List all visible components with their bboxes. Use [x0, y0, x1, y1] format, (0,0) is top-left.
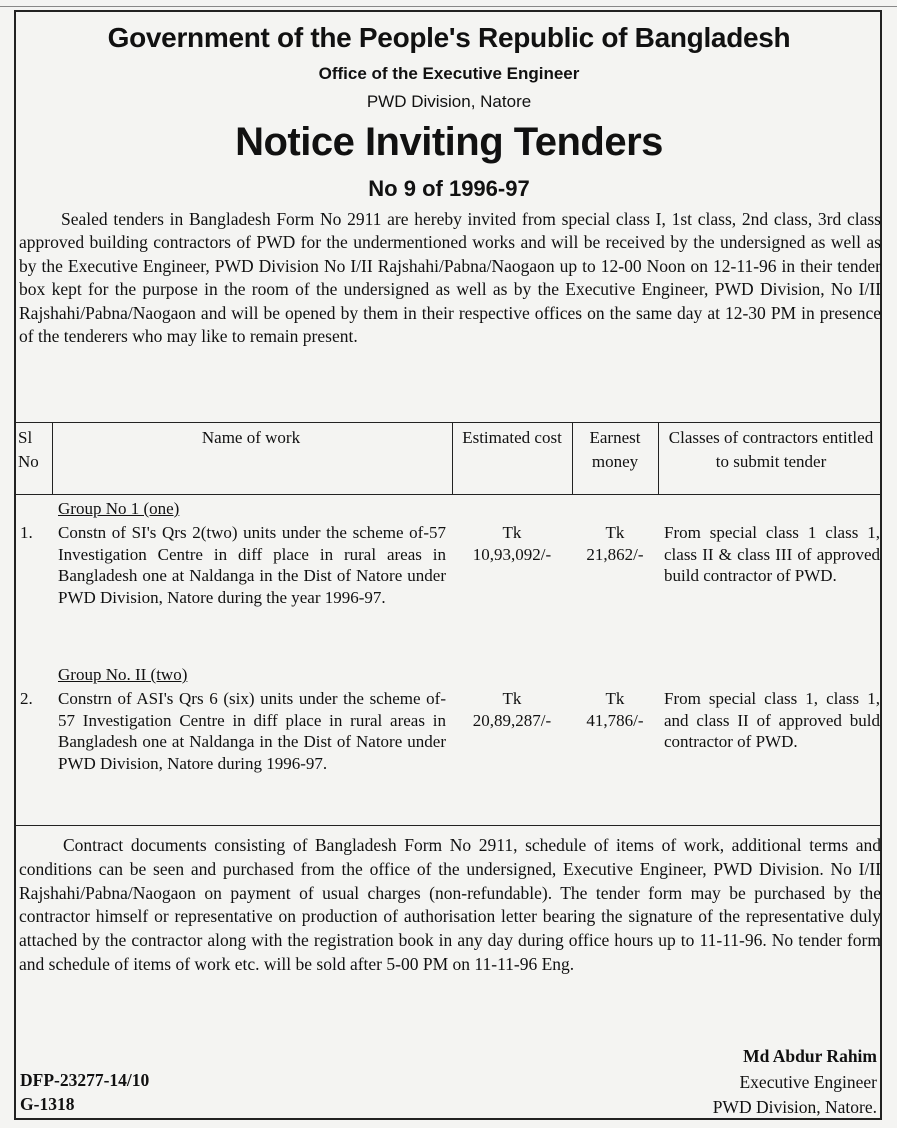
col-divider: [52, 422, 53, 494]
closing-paragraph: Contract documents consisting of Bangladesh Form No 2911, schedule of items of work, additional terms and conditions can be seen and purchased from the office of the undersigned, Executive Engineer, PWD Division. No I/II Rajshahi/Pabna/Naogaon on payment of usual charges (non-refundable). The tender form may be purchased by the contractor himself or representative on production of authorisation letter bearing the signature of the representative duly attached by the contractor along with the registration book in any day during office hours up to 11-11-96. No tender form and schedule of items of work etc. will be sold after 5-00 PM on 11-11-96 Eng.: [19, 835, 881, 974]
dfp-reference: DFP-23277-14/10: [20, 1070, 150, 1090]
row-sl: 1.: [20, 523, 33, 542]
office-heading: Office of the Executive Engineer: [318, 64, 580, 83]
col-divider: [452, 422, 453, 494]
division-heading: PWD Division, Natore: [366, 92, 532, 111]
estimated-cost: 20,89,287/-: [472, 711, 552, 730]
signatory-name: Md Abdur Rahim: [743, 1046, 877, 1066]
col-divider: [658, 422, 659, 494]
top-border: [0, 0, 897, 7]
works-table: [16, 422, 882, 826]
money-prefix: Tk: [605, 523, 625, 542]
intro-paragraph: Sealed tenders in Bangladesh Form No 2911 are hereby invited from special class I, 1st class, 2nd class, 3rd class approved building contractors of PWD for the undermentioned works and will be received by the undersigned as well as by the Executive Engineer, PWD Division No I/II Rajshahi/Pabna/Naogaon up to 12-00 Noon on 12-11-96 in their tender box kept for the purpose in the room of the undersigned as well as by the Executive Engineer, PWD Division, No I/II Rajshahi/Pabna/Naogaon and will be opened by them in their respective offices on the same day at 12-30 PM in presence of the tenderers who may like to remain present.: [19, 209, 881, 347]
header-earnest-money: Earnest money: [589, 428, 641, 471]
table-top-rule: [16, 422, 882, 423]
contractor-classes: From special class 1, class 1, and class II of approved buld contractor of PWD.: [664, 689, 880, 752]
earnest-money: 21,862/-: [586, 545, 644, 564]
notice-number: No 9 of 1996-97: [368, 176, 530, 201]
cost-prefix: Tk: [502, 689, 522, 708]
row-sl: 2.: [20, 689, 33, 708]
col-divider: [572, 422, 573, 494]
header-name-of-work: Name of work: [201, 428, 301, 447]
g-reference: G-1318: [20, 1094, 75, 1114]
contractor-classes: From special class 1 class 1, class II & class III of approved build contractor of PWD.: [664, 523, 880, 586]
work-description: Constrn of ASI's Qrs 6 (six) units under the scheme of-57 Investigation Centre in diff place in rural areas in Bangladesh one at Naldanga in the Dist of Natore under PWD Division, Natore during 1996-97.: [58, 689, 446, 773]
cost-prefix: Tk: [502, 523, 522, 542]
header-estimated-cost: Estimated cost: [462, 428, 562, 447]
table-header-rule: [16, 494, 882, 495]
work-description: Constn of SI's Qrs 2(two) units under the scheme of-57 Investigation Centre in diff place in rural areas in Bangladesh one at Naldanga in the Dist of Natore under PWD Division, Natore during the year 1996-97.: [58, 523, 446, 607]
header-sl-no: Sl No: [18, 428, 39, 471]
signatory-title: Executive Engineer: [739, 1072, 877, 1092]
estimated-cost: 10,93,092/-: [472, 545, 552, 564]
group-label: Group No 1 (one): [58, 499, 180, 518]
header-contractor-classes: Classes of contractors entitled to submit tender: [668, 428, 874, 471]
notice-title: Notice Inviting Tenders: [235, 120, 663, 164]
table-bottom-rule: [16, 825, 882, 826]
earnest-money: 41,786/-: [586, 711, 644, 730]
group-label: Group No. II (two): [58, 665, 188, 684]
government-heading: Government of the People's Republic of Bangladesh: [107, 22, 791, 53]
money-prefix: Tk: [605, 689, 625, 708]
signatory-office: PWD Division, Natore.: [712, 1097, 877, 1117]
